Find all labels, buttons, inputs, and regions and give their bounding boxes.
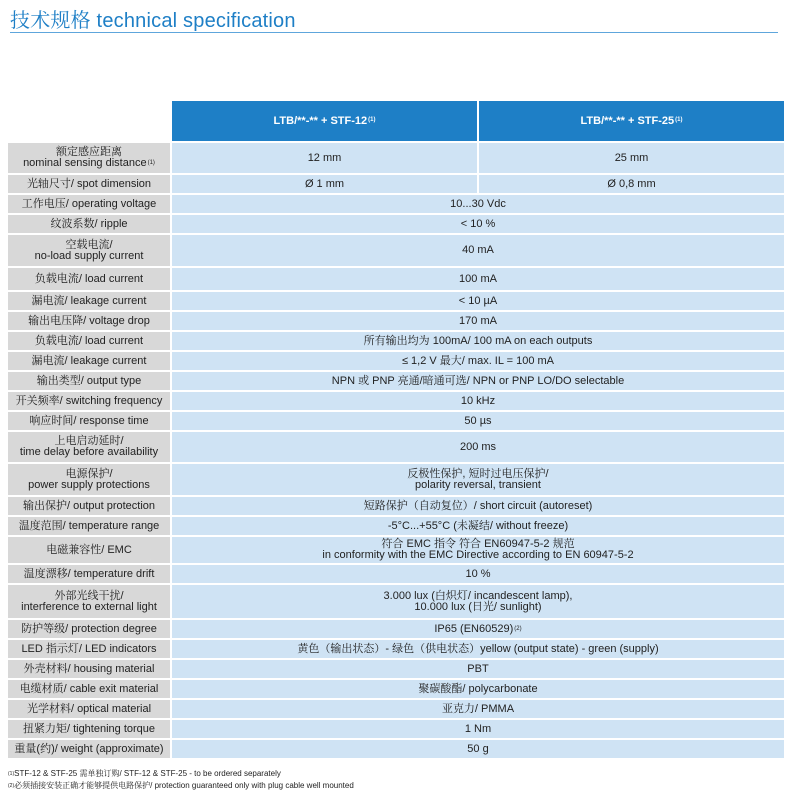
spec-label-line: 输出类型/ output type [36, 374, 142, 387]
table-row [8, 432, 784, 462]
spec-value-line: 亚克力/ PMMA [441, 702, 515, 715]
spec-value-line: -5°C...+55°C (未凝结/ without freeze) [387, 519, 569, 532]
spec-value [172, 215, 784, 233]
spec-label [8, 143, 170, 173]
spec-label [8, 565, 170, 583]
spec-value [172, 497, 784, 515]
spec-label-line: 纹波系数/ ripple [50, 217, 128, 230]
title-divider [10, 32, 778, 33]
spec-values [172, 235, 784, 266]
spec-value [172, 660, 784, 678]
spec-values [172, 312, 784, 330]
spec-value-line: 170 mA [459, 314, 497, 327]
spec-value-line: 10 % [465, 567, 491, 580]
spec-label-line: 响应时间/ response time [29, 414, 149, 427]
spec-label-line: 电源保护/ [65, 467, 113, 480]
spec-label-line: 额定感应距离 [56, 146, 122, 158]
footnote [8, 768, 354, 780]
spec-value [172, 565, 784, 583]
spec-label [8, 497, 170, 515]
table-row [8, 235, 784, 266]
spec-values [172, 143, 784, 173]
spec-label [8, 412, 170, 430]
footnote-marker: (1) [675, 117, 683, 123]
spec-label [8, 215, 170, 233]
spec-values [172, 352, 784, 370]
spec-label-line: power supply protections [28, 478, 150, 491]
spec-label-line: no-load supply current [34, 249, 144, 262]
spec-value [172, 432, 784, 462]
table-row [8, 392, 784, 410]
spec-value-line: < 10 µA [458, 294, 498, 307]
spec-value-line: 100 mA [459, 272, 497, 285]
spec-value [172, 585, 784, 618]
spec-value-line: 25 mm [614, 151, 649, 164]
spec-value-line: Ø 0,8 mm [607, 177, 656, 190]
spec-label [8, 640, 170, 658]
spec-values [172, 585, 784, 618]
spec-value-line: PBT [467, 662, 489, 675]
spec-value-line: 聚碳酸酯/ polycarbonate [418, 682, 538, 695]
spec-value [479, 143, 784, 173]
spec-label-text: nominal sensing distance [23, 157, 147, 169]
spec-value [172, 235, 784, 266]
spec-values [172, 412, 784, 430]
spec-value [172, 175, 477, 193]
spec-label [8, 268, 170, 290]
spec-value [172, 680, 784, 698]
table-row [8, 352, 784, 370]
spec-value [172, 464, 784, 495]
spec-values [172, 680, 784, 698]
spec-values [172, 175, 784, 193]
table-row [8, 195, 784, 213]
spec-value [172, 143, 477, 173]
spec-value-line: 短路保护（自动复位）/ short circuit (autoreset) [363, 499, 593, 512]
spec-label [8, 372, 170, 390]
spec-label [8, 235, 170, 266]
spec-table [8, 143, 784, 760]
spec-label [8, 392, 170, 410]
spec-value [172, 372, 784, 390]
spec-value-line: 12 mm [307, 151, 342, 164]
spec-value [479, 175, 784, 193]
spec-label-line: 输出保护/ output protection [22, 499, 156, 512]
spec-label [8, 740, 170, 758]
column-header-label: LTB/**-** + STF-25 [580, 115, 675, 127]
spec-label-line: 外壳材料/ housing material [23, 662, 155, 675]
spec-label [8, 195, 170, 213]
table-row [8, 517, 784, 535]
table-row [8, 620, 784, 638]
spec-value-line: 10 kHz [460, 394, 496, 407]
spec-label [8, 680, 170, 698]
spec-label-line: 扭紧力矩/ tightening torque [22, 722, 156, 735]
spec-value-line: polarity reversal, transient [415, 478, 541, 491]
spec-value-text: IP65 (EN60529) [434, 622, 514, 635]
spec-label [8, 464, 170, 495]
spec-label-line: 外部光线干扰/ [54, 589, 124, 602]
spec-label-line: 漏电流/ leakage current [31, 294, 147, 307]
spec-values [172, 720, 784, 738]
spec-value-line: 1 Nm [464, 722, 492, 735]
spec-label [8, 720, 170, 738]
spec-value-line: 50 µs [464, 414, 492, 427]
spec-value-line: ≤ 1,2 V 最大/ max. IL = 100 mA [401, 354, 555, 367]
table-row [8, 292, 784, 310]
table-row [8, 680, 784, 698]
table-row [8, 497, 784, 515]
spec-values [172, 620, 784, 638]
spec-values [172, 372, 784, 390]
table-row [8, 660, 784, 678]
spec-values [172, 215, 784, 233]
table-row [8, 585, 784, 618]
table-row [8, 175, 784, 193]
footnote-marker: (2) [8, 783, 15, 789]
spec-value [172, 312, 784, 330]
spec-value-line: Ø 1 mm [304, 177, 345, 190]
column-header-stf-25 [479, 101, 784, 141]
spec-value-line: 40 mA [462, 244, 494, 256]
spec-label-line: 负载电流/ load current [34, 334, 144, 347]
spec-value-line: 反极性保护, 短时过电压保护/ [407, 467, 549, 480]
spec-label-line: 光学材料/ optical material [26, 702, 152, 715]
spec-value [172, 517, 784, 535]
spec-value-line: < 10 % [460, 217, 496, 230]
spec-values [172, 660, 784, 678]
spec-label [8, 537, 170, 563]
spec-value [172, 720, 784, 738]
spec-label [8, 620, 170, 638]
spec-value-line: 黄色（输出状态）- 绿色（供电状态）yellow (output state) - green (supply) [297, 642, 659, 655]
spec-value [172, 537, 784, 563]
spec-value-line: 10.000 lux (日光/ sunlight) [414, 600, 542, 613]
table-row [8, 640, 784, 658]
table-row [8, 537, 784, 563]
spec-value [172, 292, 784, 310]
spec-values [172, 537, 784, 563]
spec-value [172, 740, 784, 758]
spec-value [172, 412, 784, 430]
table-row [8, 720, 784, 738]
footnote-marker: (1) [147, 160, 155, 166]
spec-values [172, 332, 784, 350]
table-row [8, 464, 784, 495]
spec-value [172, 332, 784, 350]
spec-values [172, 392, 784, 410]
footnote-text: STF-12 & STF-25 需单独订购/ STF-12 & STF-25 - to be ordered separately [14, 769, 281, 778]
table-row [8, 700, 784, 718]
spec-values [172, 640, 784, 658]
spec-label-line: 光轴尺寸/ spot dimension [26, 177, 152, 190]
spec-label-line: 空载电流/ [65, 238, 113, 251]
table-row [8, 215, 784, 233]
table-row [8, 332, 784, 350]
column-header-label: LTB/**-** + STF-12 [273, 115, 368, 127]
spec-values [172, 497, 784, 515]
footnote-marker: (1) [368, 117, 376, 123]
table-row [8, 312, 784, 330]
table-row [8, 268, 784, 290]
spec-label-line: LED 指示灯/ LED indicators [21, 642, 157, 655]
table-row [8, 412, 784, 430]
spec-label [8, 312, 170, 330]
spec-values [172, 464, 784, 495]
spec-values [172, 740, 784, 758]
spec-value-line: NPN 或 PNP 亮通/暗通可选/ NPN or PNP LO/DO selectable [331, 374, 625, 387]
spec-values [172, 268, 784, 290]
spec-label [8, 517, 170, 535]
spec-label-line: 工作电压/ operating voltage [21, 197, 157, 210]
footnote-marker: (2) [514, 625, 522, 632]
spec-value [172, 268, 784, 290]
spec-label-line: 开关频率/ switching frequency [15, 394, 163, 407]
spec-label [8, 585, 170, 618]
spec-value [172, 620, 784, 638]
spec-values [172, 292, 784, 310]
spec-value-line: 10...30 Vdc [450, 197, 506, 210]
spec-values [172, 432, 784, 462]
spec-label-line: 上电启动延时/ [54, 435, 124, 447]
spec-values [172, 195, 784, 213]
spec-value-line: 符合 EMC 指令 符合 EN60947-5-2 规范 [381, 538, 575, 550]
table-row [8, 565, 784, 583]
spec-label [8, 660, 170, 678]
spec-label-line: 漏电流/ leakage current [31, 354, 147, 367]
table-row [8, 740, 784, 758]
footnote-text: 必须插接安装正确才能够提供电路保护/ protection guaranteed only with plug cable well mounted [14, 781, 354, 790]
page-title: 技术规格 technical specification [10, 10, 296, 32]
spec-label-line: 电缆材质/ cable exit material [19, 682, 159, 695]
spec-label [8, 700, 170, 718]
footnote-marker: (1) [8, 771, 15, 777]
spec-label-line: 重量(约)/ weight (approximate) [14, 742, 164, 755]
spec-values [172, 700, 784, 718]
spec-label [8, 175, 170, 193]
spec-value-line: 200 ms [459, 440, 497, 453]
spec-value [172, 352, 784, 370]
spec-label [8, 432, 170, 462]
spec-value-line [434, 624, 521, 635]
column-header-stf-12 [172, 101, 477, 141]
spec-label [8, 292, 170, 310]
spec-value [172, 700, 784, 718]
spec-label-line: 负载电流/ load current [34, 272, 144, 285]
spec-value-line: 所有输出均为 100mA/ 100 mA on each outputs [363, 334, 593, 347]
spec-value [172, 195, 784, 213]
spec-label-line: 防护等级/ protection degree [21, 622, 157, 635]
spec-label-line: 电磁兼容性/ EMC [46, 543, 132, 556]
spec-values [172, 517, 784, 535]
spec-label-line: 输出电压降/ voltage drop [28, 314, 150, 327]
spec-label-line: interference to external light [21, 600, 157, 613]
spec-value-line: 3.000 lux (白炽灯/ incandescent lamp), [383, 589, 573, 602]
table-row [8, 143, 784, 173]
footnotes [8, 768, 354, 792]
spec-value-line: 50 g [467, 742, 489, 755]
spec-label-line: time delay before availability [19, 446, 159, 458]
table-row [8, 372, 784, 390]
footnote [8, 780, 354, 792]
spec-label [8, 352, 170, 370]
spec-label-line: 温度范围/ temperature range [18, 519, 160, 532]
spec-label-line: 温度漂移/ temperature drift [23, 567, 155, 580]
spec-value [172, 392, 784, 410]
spec-label [8, 332, 170, 350]
spec-value-line: in conformity with the EMC Directive according to EN 60947-5-2 [322, 549, 634, 561]
spec-label-line [23, 158, 155, 169]
spec-value [172, 640, 784, 658]
spec-values [172, 565, 784, 583]
